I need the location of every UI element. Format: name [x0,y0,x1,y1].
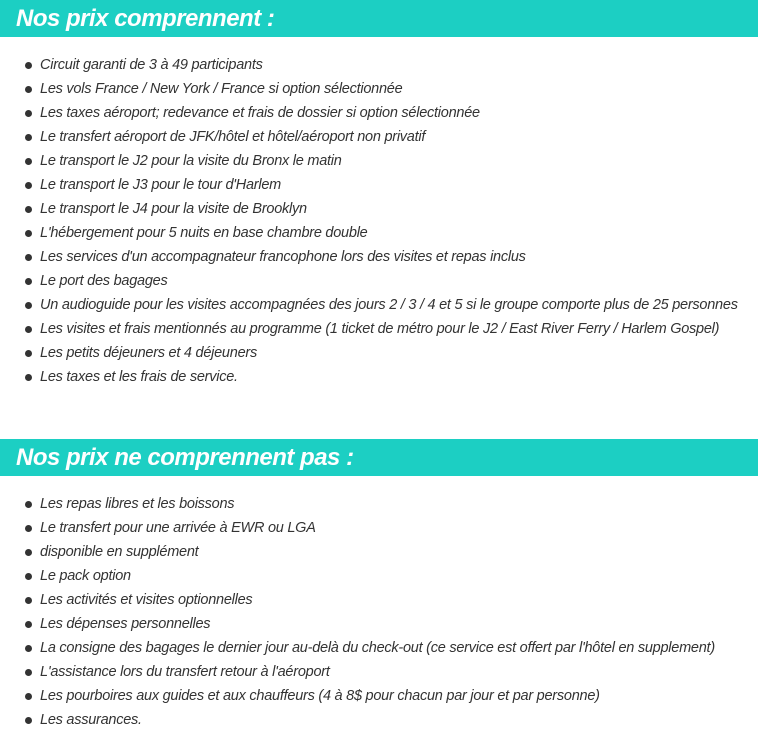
bullet-icon [25,326,32,333]
list-item-text: Les repas libres et les boissons [40,496,235,512]
list-item [0,125,758,149]
list-item [0,708,758,732]
list-item [0,53,758,77]
list-item [0,516,758,540]
list-item-text: Le port des bagages [40,273,168,289]
list-item [0,77,758,101]
list-item-text: Les dépenses personnelles [40,616,211,632]
bullet-icon [25,254,32,261]
list-item-text: Les petits déjeuners et 4 déjeuners [40,345,257,361]
list-item-text: Le pack option [40,568,131,584]
bullet-icon [25,182,32,189]
list-item [0,317,758,341]
list-item-text: Le transfert pour une arrivée à EWR ou LGA [40,520,316,536]
bullet-icon [25,110,32,117]
list-item-text: Les assurances. [40,712,142,728]
list-item [0,293,758,317]
list-item-text: Les services d'un accompagnateur francophone lors des visites et repas inclus [40,249,526,265]
list-item [0,221,758,245]
list-item-text: Les activités et visites optionnelles [40,592,253,608]
list-item [0,636,758,660]
list-item [0,341,758,365]
bullet-icon [25,669,32,676]
list-item [0,684,758,708]
bullet-icon [25,86,32,93]
list-item-text: Les taxes aéroport; redevance et frais de dossier si option sélectionnée [40,105,480,121]
list-item-text: Le transport le J2 pour la visite du Bronx le matin [40,153,342,169]
list-item [0,564,758,588]
list-item-text: Les vols France / New York / France si option sélectionnée [40,81,403,97]
bullet-icon [25,230,32,237]
list-item-text: disponible en supplément [40,544,199,560]
list-item [0,492,758,516]
list-item [0,612,758,636]
list-item-text: La consigne des bagages le dernier jour au-delà du check-out (ce service est offert par l'hôtel en supplement) [40,640,715,656]
list-item [0,149,758,173]
list-item-text: Les visites et frais mentionnés au programme (1 ticket de métro pour le J2 / East River Ferry / Harlem Gospel) [40,321,720,337]
bullet-icon [25,573,32,580]
included-section-title: Nos prix comprennent : [0,0,758,37]
bullet-icon [25,302,32,309]
excluded-section-title: Nos prix ne comprennent pas : [0,439,758,476]
list-item [0,588,758,612]
bullet-icon [25,501,32,508]
list-item [0,269,758,293]
list-item-text: Un audioguide pour les visites accompagnées des jours 2 / 3 / 4 et 5 si le groupe comporte plus de 25 personnes [40,297,738,313]
list-item-text: Le transport le J4 pour la visite de Brooklyn [40,201,307,217]
bullet-icon [25,597,32,604]
bullet-icon [25,621,32,628]
bullet-icon [25,62,32,69]
list-item-text: Le transport le J3 pour le tour d'Harlem [40,177,282,193]
list-item [0,101,758,125]
bullet-icon [25,525,32,532]
bullet-icon [25,350,32,357]
list-item-text: L'hébergement pour 5 nuits en base chambre double [40,225,368,241]
list-item-text: Le transfert aéroport de JFK/hôtel et hôtel/aéroport non privatif [40,129,426,145]
list-item-text: L'assistance lors du transfert retour à l'aéroport [40,664,330,680]
list-item [0,660,758,684]
list-item [0,365,758,389]
included-list [0,53,758,389]
bullet-icon [25,717,32,724]
bullet-icon [25,693,32,700]
bullet-icon [25,374,32,381]
bullet-icon [25,645,32,652]
list-item [0,173,758,197]
list-item [0,245,758,269]
list-item [0,197,758,221]
bullet-icon [25,134,32,141]
list-item-text: Les taxes et les frais de service. [40,369,238,385]
list-item [0,540,758,564]
list-item-text: Circuit garanti de 3 à 49 participants [40,57,263,73]
excluded-list [0,492,758,732]
bullet-icon [25,158,32,165]
list-item-text: Les pourboires aux guides et aux chauffeurs (4 à 8$ pour chacun par jour et par personne) [40,688,600,704]
bullet-icon [25,206,32,213]
bullet-icon [25,278,32,285]
bullet-icon [25,549,32,556]
